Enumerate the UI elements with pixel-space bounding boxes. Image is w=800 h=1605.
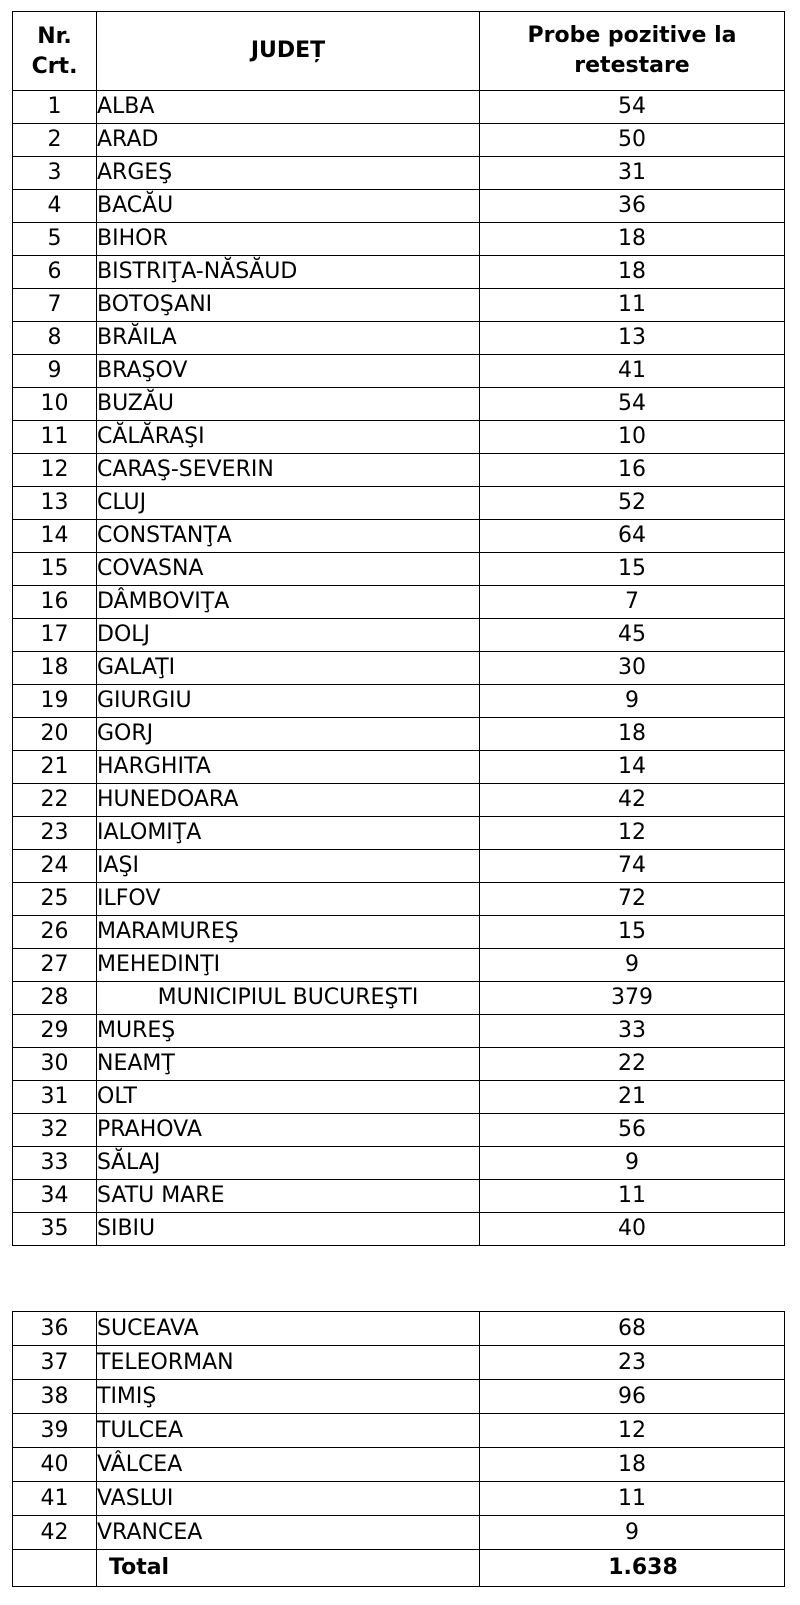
table-body-part-1 (13, 91, 785, 1246)
positive-retest-count: 56 (480, 1114, 785, 1147)
positive-retest-count: 33 (480, 1015, 785, 1048)
row-number: 38 (13, 1380, 97, 1414)
table-row (13, 1346, 785, 1380)
county-name: BRĂILA (97, 322, 480, 355)
table-row (13, 586, 785, 619)
total-row (13, 1550, 785, 1587)
county-name: ILFOV (97, 883, 480, 916)
row-number: 27 (13, 949, 97, 982)
positive-retest-count: 54 (480, 91, 785, 124)
row-number: 18 (13, 652, 97, 685)
table-row (13, 520, 785, 553)
table-row (13, 1147, 785, 1180)
table-row (13, 784, 785, 817)
county-name: CONSTANŢA (97, 520, 480, 553)
positive-retest-count: 68 (480, 1312, 785, 1346)
row-number: 9 (13, 355, 97, 388)
county-name: BRAŞOV (97, 355, 480, 388)
county-name: NEAMŢ (97, 1048, 480, 1081)
positive-retest-count: 18 (480, 223, 785, 256)
positive-retest-count: 9 (480, 1516, 785, 1550)
row-number: 28 (13, 982, 97, 1015)
positive-retest-count: 11 (480, 1482, 785, 1516)
row-number: 14 (13, 520, 97, 553)
county-name: SĂLAJ (97, 1147, 480, 1180)
county-name: BUZĂU (97, 388, 480, 421)
positive-retest-count: 74 (480, 850, 785, 883)
table-row (13, 982, 785, 1015)
row-number: 32 (13, 1114, 97, 1147)
positive-retest-count: 36 (480, 190, 785, 223)
table-row (13, 1213, 785, 1246)
total-value: 1.638 (480, 1550, 785, 1587)
table-row (13, 652, 785, 685)
table-header-row (13, 12, 785, 91)
positive-retest-count: 9 (480, 685, 785, 718)
total-nr-cell (13, 1550, 97, 1587)
county-name: BACĂU (97, 190, 480, 223)
row-number: 42 (13, 1516, 97, 1550)
row-number: 6 (13, 256, 97, 289)
positive-retest-count: 30 (480, 652, 785, 685)
positive-retest-count: 22 (480, 1048, 785, 1081)
table-row (13, 1312, 785, 1346)
table-row (13, 124, 785, 157)
table-row (13, 751, 785, 784)
row-number: 41 (13, 1482, 97, 1516)
row-number: 22 (13, 784, 97, 817)
positive-retest-count: 96 (480, 1380, 785, 1414)
county-name: BISTRIŢA-NĂSĂUD (97, 256, 480, 289)
positive-retest-count: 9 (480, 1147, 785, 1180)
row-number: 21 (13, 751, 97, 784)
positive-retest-count: 11 (480, 1180, 785, 1213)
county-name: MARAMUREŞ (97, 916, 480, 949)
row-number: 10 (13, 388, 97, 421)
row-number: 4 (13, 190, 97, 223)
positive-retest-count: 16 (480, 454, 785, 487)
county-name: BIHOR (97, 223, 480, 256)
table-row (13, 949, 785, 982)
table-row (13, 1380, 785, 1414)
row-number: 23 (13, 817, 97, 850)
positive-retest-count: 23 (480, 1346, 785, 1380)
positive-retest-count: 18 (480, 256, 785, 289)
county-name: DÂMBOVIŢA (97, 586, 480, 619)
county-name: MEHEDINŢI (97, 949, 480, 982)
table-row (13, 421, 785, 454)
county-name: HARGHITA (97, 751, 480, 784)
county-name: GIURGIU (97, 685, 480, 718)
row-number: 40 (13, 1448, 97, 1482)
county-name: VÂLCEA (97, 1448, 480, 1482)
county-name: SUCEAVA (97, 1312, 480, 1346)
county-name: HUNEDOARA (97, 784, 480, 817)
row-number: 39 (13, 1414, 97, 1448)
county-table-part-1 (12, 11, 785, 1246)
county-name: CARAŞ-SEVERIN (97, 454, 480, 487)
row-number: 33 (13, 1147, 97, 1180)
row-number: 31 (13, 1081, 97, 1114)
county-table-part-2 (12, 1311, 785, 1587)
row-number: 1 (13, 91, 97, 124)
positive-retest-count: 50 (480, 124, 785, 157)
header-probe-pozitive: Probe pozitive la retestare (480, 12, 785, 91)
positive-retest-count: 21 (480, 1081, 785, 1114)
header-nr-crt: Nr. Crt. (13, 12, 97, 91)
row-number: 36 (13, 1312, 97, 1346)
positive-retest-count: 379 (480, 982, 785, 1015)
table-row (13, 1516, 785, 1550)
county-name: VASLUI (97, 1482, 480, 1516)
county-name: MUNICIPIUL BUCUREŞTI (97, 982, 480, 1015)
positive-retest-count: 18 (480, 1448, 785, 1482)
table-row (13, 883, 785, 916)
table-row (13, 223, 785, 256)
row-number: 30 (13, 1048, 97, 1081)
county-name: ALBA (97, 91, 480, 124)
positive-retest-count: 15 (480, 916, 785, 949)
positive-retest-count: 64 (480, 520, 785, 553)
table-row (13, 1180, 785, 1213)
positive-retest-count: 9 (480, 949, 785, 982)
table-row (13, 1414, 785, 1448)
row-number: 35 (13, 1213, 97, 1246)
county-name: CĂLĂRAŞI (97, 421, 480, 454)
table-row (13, 1448, 785, 1482)
county-name: CLUJ (97, 487, 480, 520)
row-number: 7 (13, 289, 97, 322)
row-number: 29 (13, 1015, 97, 1048)
positive-retest-count: 7 (480, 586, 785, 619)
table-row (13, 1048, 785, 1081)
table-row (13, 850, 785, 883)
positive-retest-count: 14 (480, 751, 785, 784)
county-name: PRAHOVA (97, 1114, 480, 1147)
table-row (13, 718, 785, 751)
county-name: TELEORMAN (97, 1346, 480, 1380)
row-number: 12 (13, 454, 97, 487)
table-row (13, 1482, 785, 1516)
positive-retest-count: 13 (480, 322, 785, 355)
row-number: 2 (13, 124, 97, 157)
county-name: GORJ (97, 718, 480, 751)
positive-retest-count: 45 (480, 619, 785, 652)
county-name: TIMIŞ (97, 1380, 480, 1414)
positive-retest-count: 15 (480, 553, 785, 586)
row-number: 13 (13, 487, 97, 520)
row-number: 11 (13, 421, 97, 454)
total-label: Total (97, 1550, 480, 1587)
county-name: VRANCEA (97, 1516, 480, 1550)
header-judet: JUDEȚ (97, 12, 480, 91)
table-row (13, 619, 785, 652)
table-row (13, 256, 785, 289)
row-number: 16 (13, 586, 97, 619)
county-name: MUREŞ (97, 1015, 480, 1048)
county-name: SATU MARE (97, 1180, 480, 1213)
row-number: 5 (13, 223, 97, 256)
county-name: OLT (97, 1081, 480, 1114)
table-row (13, 91, 785, 124)
table-row (13, 289, 785, 322)
positive-retest-count: 10 (480, 421, 785, 454)
table-row (13, 190, 785, 223)
positive-retest-count: 52 (480, 487, 785, 520)
row-number: 19 (13, 685, 97, 718)
table-row (13, 1081, 785, 1114)
county-name: COVASNA (97, 553, 480, 586)
row-number: 17 (13, 619, 97, 652)
table-row (13, 916, 785, 949)
county-name: SIBIU (97, 1213, 480, 1246)
table-row (13, 454, 785, 487)
positive-retest-count: 12 (480, 1414, 785, 1448)
positive-retest-count: 42 (480, 784, 785, 817)
positive-retest-count: 31 (480, 157, 785, 190)
table-row (13, 157, 785, 190)
positive-retest-count: 12 (480, 817, 785, 850)
row-number: 20 (13, 718, 97, 751)
table-row (13, 1114, 785, 1147)
row-number: 15 (13, 553, 97, 586)
table-row (13, 355, 785, 388)
table-row (13, 817, 785, 850)
table-row (13, 685, 785, 718)
positive-retest-count: 54 (480, 388, 785, 421)
county-name: ARAD (97, 124, 480, 157)
county-name: TULCEA (97, 1414, 480, 1448)
positive-retest-count: 18 (480, 718, 785, 751)
county-name: BOTOŞANI (97, 289, 480, 322)
row-number: 8 (13, 322, 97, 355)
row-number: 26 (13, 916, 97, 949)
table-row (13, 1015, 785, 1048)
county-name: IAŞI (97, 850, 480, 883)
county-name: IALOMIŢA (97, 817, 480, 850)
row-number: 37 (13, 1346, 97, 1380)
positive-retest-count: 40 (480, 1213, 785, 1246)
positive-retest-count: 41 (480, 355, 785, 388)
table-row (13, 388, 785, 421)
row-number: 25 (13, 883, 97, 916)
table-row (13, 322, 785, 355)
row-number: 3 (13, 157, 97, 190)
table-body-part-2 (13, 1312, 785, 1550)
row-number: 24 (13, 850, 97, 883)
positive-retest-count: 11 (480, 289, 785, 322)
positive-retest-count: 72 (480, 883, 785, 916)
table-row (13, 487, 785, 520)
county-name: ARGEŞ (97, 157, 480, 190)
county-name: GALAŢI (97, 652, 480, 685)
row-number: 34 (13, 1180, 97, 1213)
county-name: DOLJ (97, 619, 480, 652)
table-row (13, 553, 785, 586)
